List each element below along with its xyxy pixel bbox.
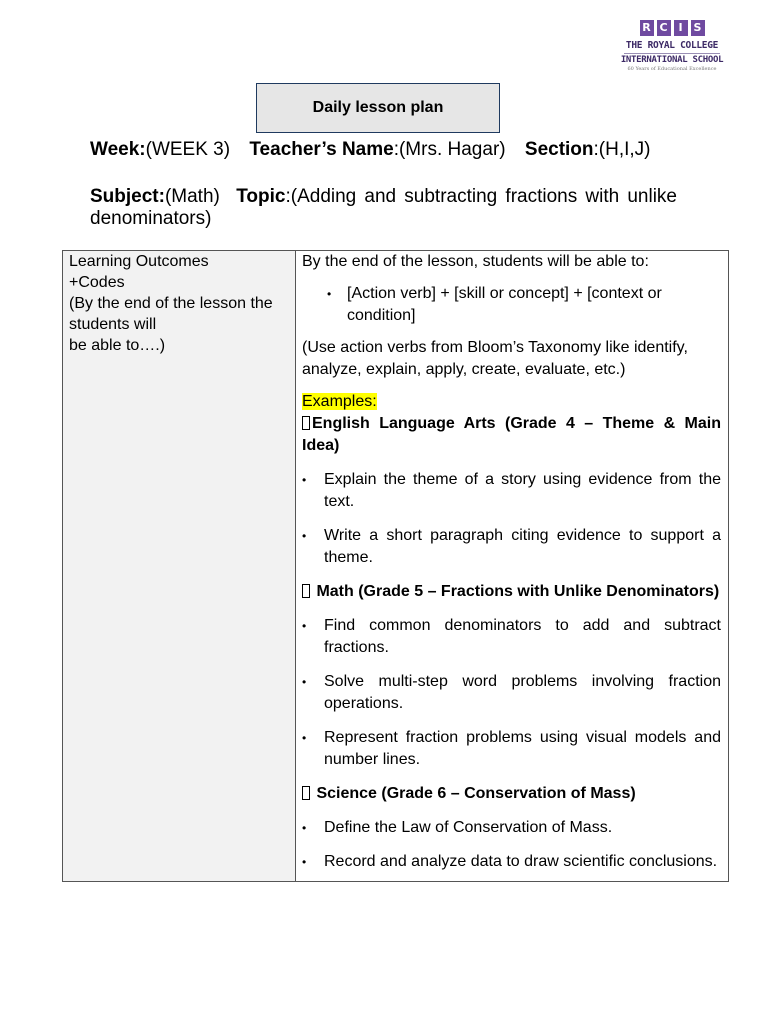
section-label: Section — [524, 139, 594, 160]
learning-outcomes-table — [62, 250, 729, 882]
subject-value: (Math) — [164, 186, 220, 207]
formula-list — [302, 283, 721, 327]
outcomes-label-line: be able to….) — [69, 337, 166, 354]
logo-badge-i: I — [674, 20, 688, 36]
list-item: • Write a short paragraph citing evidence to support a theme. — [324, 525, 721, 569]
ela-heading-text: English Language Arts (Grade 4 – Theme & Main Idea) — [302, 415, 721, 454]
outcomes-label-line: +Codes — [69, 274, 125, 291]
subject-label: Subject: — [90, 186, 165, 207]
topic-label: Topic — [236, 186, 286, 207]
list-item: • Define the Law of Conservation of Mass. — [324, 817, 721, 839]
logo-divider — [624, 53, 720, 54]
ela-list — [302, 469, 721, 569]
math-heading-text: Math (Grade 5 – Fractions with Unlike Denominators) — [312, 583, 720, 600]
week-value: (WEEK 3) — [145, 139, 231, 160]
table-row — [63, 251, 729, 882]
list-item: • Explain the theme of a story using evidence from the text. — [324, 469, 721, 513]
outcomes-content-cell — [296, 251, 729, 882]
teacher-label: Teacher’s Name — [249, 139, 394, 160]
math-heading — [302, 581, 721, 603]
list-item: • Solve multi-step word problems involving fraction operations. — [324, 671, 721, 715]
examples-label — [302, 391, 721, 413]
logo-badge-r: R — [640, 20, 654, 36]
ela-heading — [302, 413, 721, 457]
missing-glyph-icon — [302, 786, 310, 800]
missing-glyph-icon — [302, 416, 310, 430]
week-teacher-section-line — [90, 139, 651, 161]
science-heading — [302, 783, 721, 805]
outcomes-label-cell — [63, 251, 296, 882]
bloom-note: (Use action verbs from Bloom’s Taxonomy like identify, analyze, explain, apply, create, evaluate, etc.) — [302, 339, 688, 378]
missing-glyph-icon — [302, 584, 310, 598]
outcomes-intro: By the end of the lesson, students will be able to: — [302, 253, 649, 270]
subject-topic-line — [90, 186, 677, 230]
section-value: :(H,I,J) — [593, 139, 651, 160]
list-item: • Represent fraction problems using visual models and number lines. — [324, 727, 721, 771]
logo-tagline: 60 Years of Educational Excellence — [627, 66, 717, 72]
examples-highlight: Examples: — [302, 393, 377, 410]
science-list — [302, 817, 721, 873]
list-item: • Find common denominators to add and subtract fractions. — [324, 615, 721, 659]
week-label: Week: — [90, 139, 146, 160]
teacher-value: :(Mrs. Hagar) — [393, 139, 506, 160]
logo-badge-c: C — [657, 20, 671, 36]
school-logo — [620, 20, 724, 72]
math-list — [302, 615, 721, 771]
topic-value: :(Adding and subtracting fractions with unlike denominators) — [90, 186, 678, 229]
outcomes-label-line: Learning Outcomes — [69, 253, 209, 270]
logo-school-type: INTERNATIONAL SCHOOL — [620, 55, 724, 65]
list-item: • [Action verb] + [skill or concept] + [context or condition] — [347, 283, 721, 327]
logo-badge-s: S — [691, 20, 705, 36]
page-title: Daily lesson plan — [256, 83, 500, 133]
science-heading-text: Science (Grade 6 – Conservation of Mass) — [312, 785, 636, 802]
outcomes-label-line: (By the end of the lesson the students will — [69, 295, 273, 333]
list-item: • Record and analyze data to draw scientific conclusions. — [324, 851, 721, 873]
logo-badges — [620, 20, 724, 36]
logo-school-name: THE ROYAL COLLEGE — [625, 40, 719, 51]
